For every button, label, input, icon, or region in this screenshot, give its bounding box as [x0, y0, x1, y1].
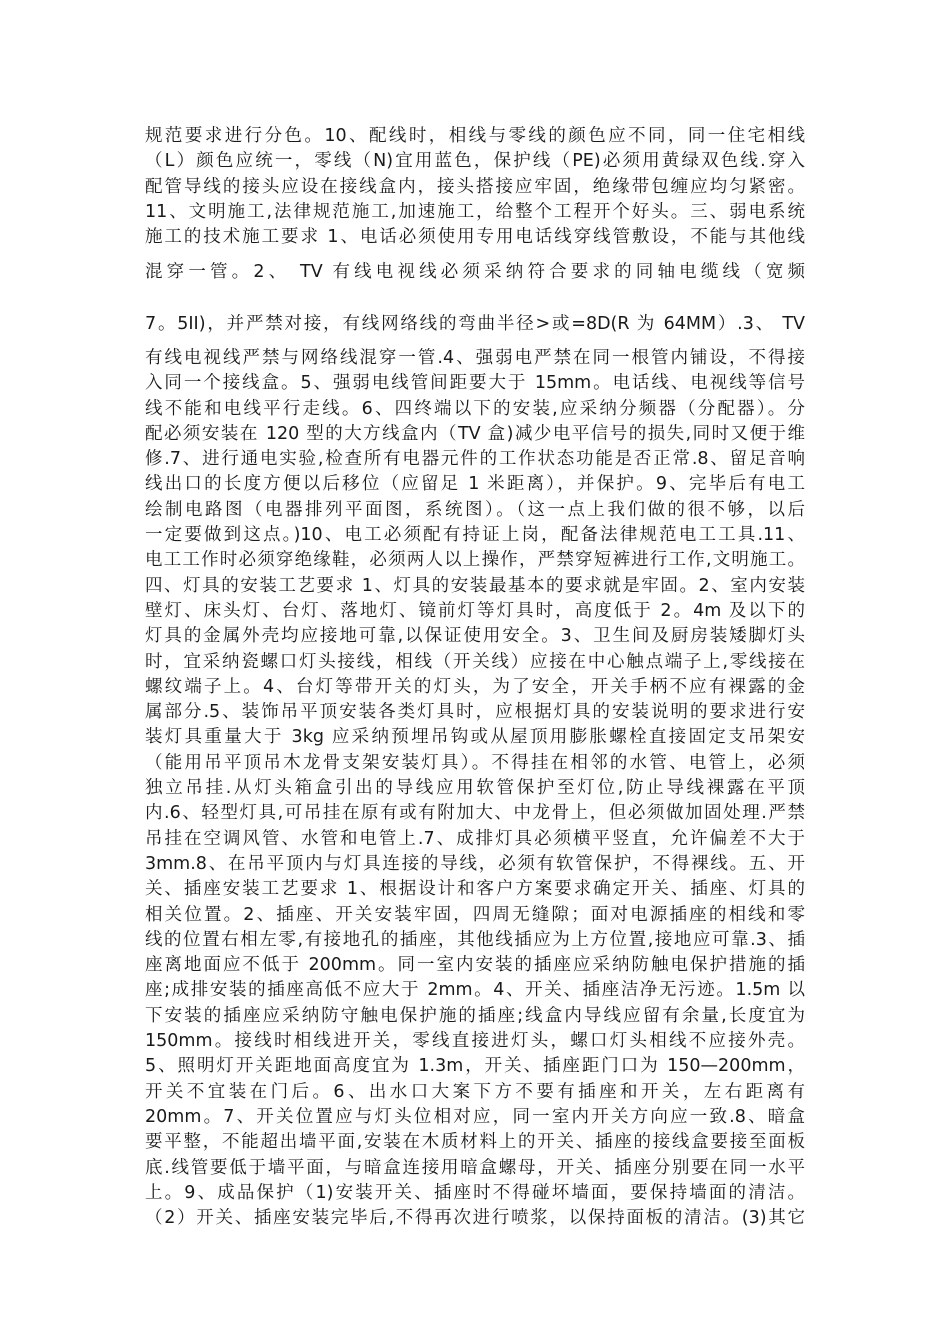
text-line: 相关位置。2、插座、开关安装牢固，四周无缝隙；面对电源插座的相线和零	[145, 904, 805, 925]
text-line: 吊挂在空调风管、水管和电管上.7、成排灯具必须横平竖直，允许偏差不大于	[145, 828, 805, 849]
text-line: 配管导线的接头应设在接线盒内，接头搭接应牢固，绝缘带包缠应均匀紧密。	[145, 176, 805, 197]
paragraph-block-2	[145, 260, 805, 285]
text-line: 四、灯具的安装工艺要求 1、灯具的安装最基本的要求就是牢固。2、室内安装	[145, 575, 805, 596]
text-line: （能用吊平顶吊木龙骨支架安装灯具）。不得挂在相邻的水管、电管上，必须	[145, 752, 805, 773]
text-line: 20mm。7、开关位置应与灯头位相对应，同一室内开关方向应一致.8、暗盒	[145, 1106, 805, 1127]
text-line: 有线电视线严禁与网络线混穿一管.4、强弱电严禁在同一根管内铺设，不得接	[145, 348, 805, 368]
paragraph-block-3	[145, 312, 805, 337]
text-line: 修.7、进行通电实验,检查所有电器元件的工作状态功能是否正常.8、留足音响	[145, 449, 805, 470]
text-line: 开关不宜装在门后。6、出水口大案下方不要有插座和开关，左右距离有	[145, 1081, 805, 1102]
text-line: 壁灯、床头灯、台灯、落地灯、镜前灯等灯具时，高度低于 2。4m 及以下的	[145, 600, 805, 621]
text-line: 规范要求进行分色。10、配线时，相线与零线的颜色应不同，同一住宅相线	[145, 126, 805, 146]
text-line: 绘制电路图（电器排列平面图，系统图）。（这一点上我们做的很不够，以后	[145, 499, 805, 520]
text-line: 时，宜采纳瓷螺口灯头接线，相线（开关线）应接在中心触点端子上,零线接在	[145, 651, 805, 672]
text-line: 关、插座安装工艺要求 1、根据设计和客户方案要求确定开关、插座、灯具的	[145, 879, 805, 900]
text-line: 独立吊挂.从灯头箱盒引出的导线应用软管保护至灯位,防止导线裸露在平顶	[145, 778, 805, 799]
text-line: 入同一个接线盒。5、强弱电线管间距要大于 15mm。电话线、电视线等信号	[145, 373, 805, 394]
text-line: 一定要做到这点。)10、电工必须配有持证上岗，配备法律规范电工工具.11、	[145, 525, 805, 546]
text-line: 下安装的插座应采纳防守触电保护施的插座;线盒内导线应留有余量,长度宜为	[145, 1005, 805, 1026]
text-line: 7。5II)，并严禁对接，有线网络线的弯曲半径>或=8D(R 为 64MM）.3、 TV	[145, 314, 805, 334]
text-line: 底.线管要低于墙平面，与暗盒连接用暗盒螺母，开关、插座分别要在同一水平	[145, 1157, 805, 1178]
text-line: 线的位置右相左零,有接地孔的插座，其他线插应为上方位置,接地应可靠.3、插	[145, 929, 805, 950]
paragraph-block-4	[145, 346, 805, 1231]
text-line: 电工工作时必须穿绝缘鞋，必须两人以上操作，严禁穿短裤进行工作,文明施工。	[145, 550, 805, 571]
text-line: 座离地面应不低于 200mm。同一室内安装的插座应采纳防触电保护措施的插	[145, 955, 805, 976]
text-line: 11、文明施工,法律规范施工,加速施工，给整个工程开个好头。三、弱电系统	[145, 201, 805, 222]
text-line: 螺纹端子上。4、台灯等带开关的灯头，为了安全，开关手柄不应有裸露的金	[145, 676, 805, 697]
text-line: 属部分.5、装饰吊平顶安装各类灯具时，应根据灯具的安装说明的要求进行安	[145, 702, 805, 723]
text-line: 施工的技术施工要求 1、电话必须使用专用电话线穿线管敷设，不能与其他线	[145, 227, 805, 248]
text-line: 5、照明灯开关距地面高度宜为 1.3m，开关、插座距门口为 150—200mm，	[145, 1056, 805, 1077]
text-line: 3mm.8、在吊平顶内与灯具连接的导线，必须有软管保护，不得裸线。五、开	[145, 853, 805, 874]
text-line: 线不能和电线平行走线。6、四终端以下的安装,应采纳分频器（分配器）。分	[145, 398, 805, 419]
text-line: （2）开关、插座安装完毕后,不得再次进行喷浆，以保持面板的清洁。(3)其它	[145, 1208, 805, 1229]
text-line: 混穿一管。2、 TV 有线电视线必须采纳符合要求的同轴电缆线（宽频	[145, 262, 805, 282]
text-line: 装灯具重量大于 3kg 应采纳预埋吊钩或从屋顶用膨胀螺栓直接固定支吊架安	[145, 727, 805, 748]
text-line: 上。9、成品保护（1)安装开关、插座时不得碰坏墙面，要保持墙面的清洁。	[145, 1182, 805, 1203]
text-line: 座;成排安装的插座高低不应大于 2mm。4、开关、插座洁净无污迹。1.5m 以	[145, 980, 805, 1001]
text-line: （L）颜色应统一，零线（N)宜用蓝色，保护线（PE)必须用黄绿双色线.穿入	[145, 151, 805, 172]
text-line: 灯具的金属外壳均应接地可靠,以保证使用安全。3、卫生间及厨房装矮脚灯头	[145, 626, 805, 647]
text-line: 内.6、轻型灯具,可吊挂在原有或有附加大、中龙骨上，但必须做加固处理.严禁	[145, 803, 805, 824]
text-line: 线出口的长度方便以后移位（应留足 1 米距离），并保护。9、完毕后有电工	[145, 474, 805, 495]
text-line: 要平整，不能超出墙平面,安装在木质材料上的开关、插座的接线盒要接至面板	[145, 1132, 805, 1153]
text-line: 配必须安装在 120 型的大方线盒内（TV 盒)减少电平信号的损失,同时又便于维	[145, 423, 805, 444]
paragraph-block-1	[145, 124, 805, 250]
text-line: 150mm。接线时相线进开关，零线直接进灯头，螺口灯头相线不应接外壳。	[145, 1031, 805, 1052]
